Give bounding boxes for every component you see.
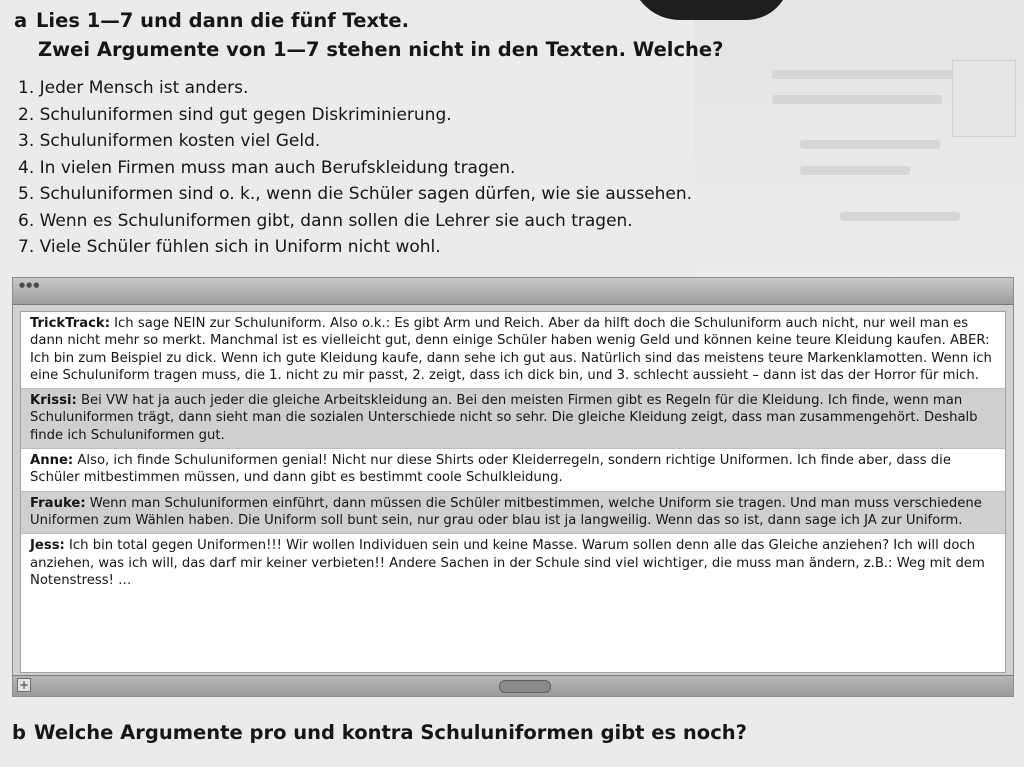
ghost-text-line: [840, 212, 960, 221]
resize-handle-icon[interactable]: [499, 680, 551, 693]
window-footer: [13, 675, 1013, 696]
forum-post: [21, 389, 1005, 449]
task-a-label: a: [14, 9, 28, 32]
post-text: Ich bin total gegen Uniformen!!! Wir wollen Individuen sein und keine Masse. Warum sollen denn alle das Gleiche anziehen? Ich will doch anziehen, was ich will, das darf mir keiner verbieten!! Andere Sachen in der Schule sind viel wichtiger, die muss man ändern, z.B.: Weg mit dem Notenstress! …: [30, 538, 985, 588]
argument-item-5: 5. Schuluniformen sind o. k., wenn die Schüler sagen dürfen, wie sie aussehen.: [18, 184, 693, 204]
window-titlebar[interactable]: [13, 278, 1013, 305]
argument-item-2: 2. Schuluniformen sind gut gegen Diskriminierung.: [18, 104, 452, 125]
post-author: Krissi:: [30, 393, 77, 409]
argument-list: [18, 75, 692, 261]
ghost-text-line: [800, 166, 910, 175]
forum-post: [21, 449, 1005, 492]
forum-post-list: [20, 311, 1006, 673]
post-text: Also, ich finde Schuluniformen genial! Nicht nur diese Shirts oder Kleiderregeln, sondern richtige Uniformen. Ich finde aber, dass die Schüler mitbestimmen müssen, und dann gibt es bestimmt coole Schulkleidung.: [30, 453, 951, 486]
task-b-question: Welche Argumente pro und kontra Schuluniformen gibt es noch?: [34, 721, 747, 744]
argument-item-7: 7. Viele Schüler fühlen sich in Uniform nicht wohl.: [18, 237, 441, 257]
window-controls-icon[interactable]: ●●●: [19, 281, 41, 289]
forum-post: [21, 312, 1005, 389]
ghost-illustration: [952, 60, 1016, 137]
argument-item-1: 1. Jeder Mensch ist anders.: [18, 78, 249, 98]
task-a-line-2: Zwei Argumente von 1—7 stehen nicht in den Texten. Welche?: [38, 38, 724, 61]
forum-window: [12, 277, 1014, 697]
ghost-text-line: [772, 95, 942, 104]
post-author: Jess:: [30, 538, 65, 554]
post-text: Ich sage NEIN zur Schuluniform. Also o.k.: Es gibt Arm und Reich. Aber da hilft doch die Schuluniform auch nicht, nur weil man es dann nicht mehr so merkt. Manchmal ist es vielleicht gut, denn einige Schüler haben wenig Geld und können keine teure Kleidung kaufen. ABER: Ich bin zum Beispiel zu dick. Wenn ich gute Kleidung kaufe, dann sehe ich gut aus. Natürlich sind das meistens teure Markenklamotten. Wenn ich eine Schuluniform tragen muss, die 1. nicht zu mir passt, 2. zeigt, dass ich dick bin, und 3. schlecht aussieht – dann ist das der Horror für mich.: [30, 316, 992, 383]
argument-item-3: 3. Schuluniformen kosten viel Geld.: [18, 131, 321, 151]
argument-item-4: 4. In vielen Firmen muss man auch Berufskleidung tragen.: [18, 157, 516, 178]
post-text: Bei VW hat ja auch jeder die gleiche Arbeitskleidung an. Bei den meisten Firmen gibt es Regeln für die Kleidung. Ich finde, wenn man Schuluniformen trägt, dann sieht man die sozialen Unterschiede nicht so sehr. Die gleiche Kleidung zeigt, dass man zusammengehört. Deshalb finde ich Schuluniformen gut.: [30, 393, 978, 443]
forum-post: [21, 534, 1005, 593]
post-text: Wenn man Schuluniformen einführt, dann müssen die Schüler mitbestimmen, welche Uniform sie tragen. Und man muss verschiedene Uniformen zum Wählen haben. Die Uniform soll bunt sein, nur grau oder blau ist ja langweilig. Wenn das so ist, dann sage ich JA zur Uniform.: [30, 495, 982, 528]
add-post-button[interactable]: +: [18, 678, 30, 692]
post-author: TrickTrack:: [30, 316, 110, 331]
post-author: Anne:: [30, 453, 74, 469]
ghost-text-line: [772, 70, 972, 79]
ghost-text-line: [800, 140, 940, 149]
argument-item-6: 6. Wenn es Schuluniformen gibt, dann sollen die Lehrer sie auch tragen.: [18, 210, 633, 231]
task-b: [12, 718, 747, 747]
task-a-instruction: Lies 1—7 und dann die fünf Texte.: [36, 9, 409, 32]
task-b-label: b: [12, 721, 26, 744]
task-a: [14, 6, 914, 64]
task-a-line-1: [14, 6, 914, 35]
forum-post: [21, 492, 1005, 535]
post-author: Frauke:: [30, 495, 86, 511]
